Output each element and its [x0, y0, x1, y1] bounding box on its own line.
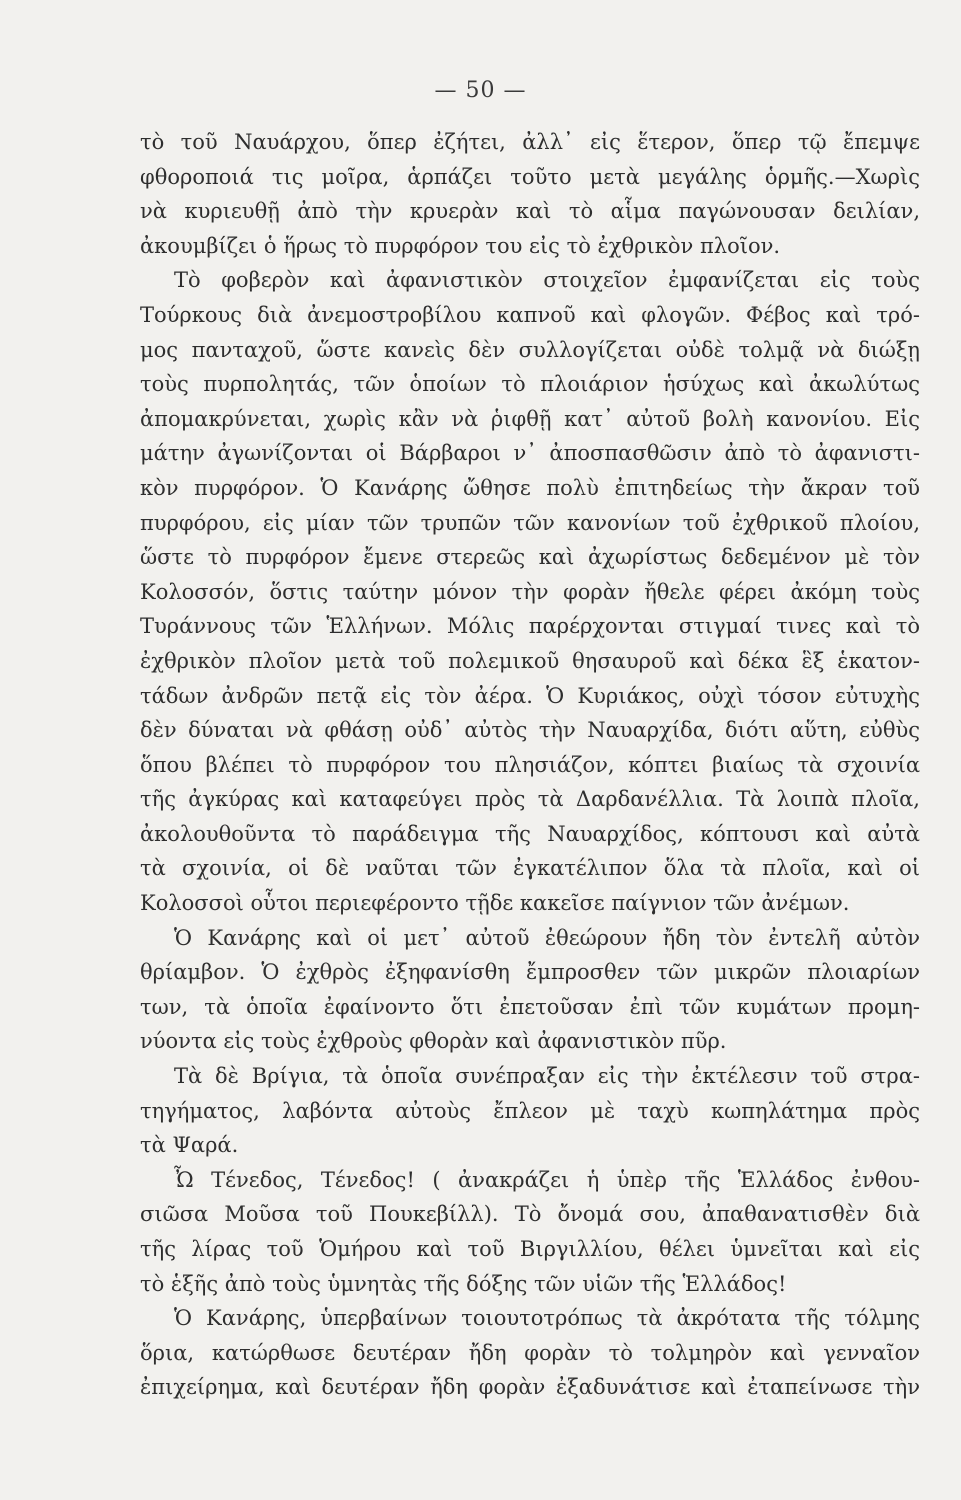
text-line: τῆς λίρας τοῦ Ὁμήρου καὶ τοῦ Βιργιλλίου, θέλει ὑμνεῖται καὶ εἰς [140, 1237, 920, 1261]
text-line: τηγήματος, λαβόντα αὐτοὺς ἔπλεον μὲ ταχὺ κωπηλάτημα πρὸς [140, 1098, 920, 1123]
text-line: Τούρκους διὰ ἀνεμοστροβίλου καπνοῦ καὶ φλογῶν. Φέβος καὶ τρό- [140, 302, 920, 327]
text-line: τὸ τοῦ Ναυάρχου, ὅπερ ἐζήτει, ἀλλ᾽ εἰς ἕτερον, ὅπερ τῷ ἔπεμψε [140, 130, 920, 154]
text-line: Ὦ Τένεδος, Τένεδος! ( ἀνακράζει ἡ ὑπὲρ τῆς Ἑλλάδος ἐνθου- [174, 1167, 920, 1192]
text-block [140, 125, 920, 1405]
text-line: των, τὰ ὁποῖα ἐφαίνοντο ὅτι ἐπετοῦσαν ἐπὶ τῶν κυμάτων προμη- [140, 994, 920, 1019]
text-line: δὲν δύναται νὰ φθάσῃ οὐδ᾽ αὐτὸς τὴν Ναυαρχίδα, διότι αὕτη, εὐθὺς [140, 718, 920, 743]
text-line: μος πανταχοῦ, ὥστε κανεὶς δὲν συλλογίζεται οὐδὲ τολμᾷ νὰ διώξῃ [140, 337, 920, 362]
text-line: θρίαμβον. Ὁ ἐχθρὸς ἐξηφανίσθη ἔμπροσθεν τῶν μικρῶν πλοιαρίων [140, 960, 920, 985]
text-line: τὰ Ψαρά. [140, 1133, 239, 1158]
text-line: Ὁ Κανάρης καὶ οἱ μετ᾽ αὐτοῦ ἐθεώρουν ἤδη τὸν ἐντελῆ αὐτὸν [174, 925, 920, 950]
text-line: Τὰ δὲ Βρίγια, τὰ ὁποῖα συνέπραξαν εἰς τὴν ἐκτέλεσιν τοῦ στρα- [174, 1064, 920, 1089]
text-line: τὸ ἑξῆς ἀπὸ τοὺς ὑμνητὰς τῆς δόξης τῶν υἱῶν τῆς Ἑλλάδος! [140, 1271, 787, 1296]
text-line: Τὸ φοβερὸν καὶ ἀφανιστικὸν στοιχεῖον ἐμφανίζεται εἰς τοὺς [174, 268, 920, 293]
text-line: ὅπου βλέπει τὸ πυρφόρον του πλησιάζον, κόπτει βιαίως τὰ σχοινία [140, 752, 920, 777]
text-line: ἀκουμβίζει ὁ ἥρως τὸ πυρφόρον του εἰς τὸ ἐχθρικὸν πλοῖον. [140, 233, 781, 258]
text-line: σιῶσα Μοῦσα τοῦ Πουκεβίλλ). Τὸ ὄνομά σου, ἀπαθανατισθὲν διὰ [140, 1202, 920, 1227]
text-line: Ὁ Κανάρης, ὑπερβαίνων τοιουτοτρόπως τὰ ἀκρότατα τῆς τόλμης [174, 1306, 920, 1331]
text-line: πυρφόρου, εἰς μίαν τῶν τρυπῶν τῶν κανονίων τοῦ ἐχθρικοῦ πλοίου, [140, 510, 920, 535]
text-line: νύοντα εἰς τοὺς ἐχθροὺς φθορὰν καὶ ἀφανιστικὸν πῦρ. [140, 1029, 727, 1054]
text-line: ἀπομακρύνεται, χωρὶς κἂν νὰ ῥιφθῇ κατ᾽ αὐτοῦ βολὴ κανονίου. Εἰς [140, 406, 920, 431]
text-line: φθοροποιά τις μοῖρα, ἁρπάζει τοῦτο μετὰ μεγάλης ὁρμῆς.—Χωρὶς [140, 164, 920, 189]
text-line: τάδων ἀνδρῶν πετᾷ εἰς τὸν ἀέρα. Ὁ Κυριάκος, οὐχὶ τόσον εὐτυχὴς [140, 683, 920, 708]
text-line: κὸν πυρφόρον. Ὁ Κανάρης ὤθησε πολὺ ἐπιτηδείως τὴν ἄκραν τοῦ [140, 475, 920, 500]
text-line: ὥστε τὸ πυρφόρον ἔμενε στερεῶς καὶ ἀχωρίστως δεδεμένον μὲ τὸν [140, 545, 920, 570]
text-line: Τυράννους τῶν Ἑλλήνων. Μόλις παρέρχονται στιγμαί τινες καὶ τὸ [140, 614, 920, 639]
text-line: Κολοσσοὶ οὗτοι περιεφέροντο τῇδε κακεῖσε παίγνιον τῶν ἀνέμων. [140, 891, 850, 916]
text-line: Κολοσσόν, ὅστις ταύτην μόνον τὴν φορὰν ἤθελε φέρει ἀκόμη τοὺς [140, 579, 920, 604]
text-line: ἐχθρικὸν πλοῖον μετὰ τοῦ πολεμικοῦ θησαυροῦ καὶ δέκα ἓξ ἑκατον- [140, 648, 920, 673]
text-line: ἀκολουθοῦντα τὸ παράδειγμα τῆς Ναυαρχίδος, κόπτουσι καὶ αὐτὰ [140, 821, 920, 846]
text-line: τῆς ἀγκύρας καὶ καταφεύγει πρὸς τὰ Δαρδανέλλια. Τὰ λοιπὰ πλοῖα, [140, 787, 920, 812]
text-line: τὰ σχοινία, οἱ δὲ ναῦται τῶν ἐγκατέλιπον ὅλα τὰ πλοῖα, καὶ οἱ [140, 856, 920, 881]
text-line: ἐπιχείρημα, καὶ δευτέραν ἤδη φορὰν ἐξαδυνάτισε καὶ ἐταπείνωσε τὴν [140, 1375, 920, 1400]
text-line: μάτην ἀγωνίζονται οἱ Βάρβαροι ν᾽ ἀποσπασθῶσιν ἀπὸ τὸ ἀφανιστι- [140, 441, 920, 466]
text-line: τοὺς πυρπολητάς, τῶν ὁποίων τὸ πλοιάριον ἡσύχως καὶ ἀκωλύτως [140, 372, 920, 397]
page-number: — 50 — [434, 78, 527, 103]
text-line: νὰ κυριευθῇ ἀπὸ τὴν κρυερὰν καὶ τὸ αἷμα παγώνουσαν δειλίαν, [140, 199, 920, 224]
text-line: ὅρια, κατώρθωσε δευτέραν ἤδη φορὰν τὸ τολμηρὸν καὶ γενναῖον [140, 1340, 920, 1365]
